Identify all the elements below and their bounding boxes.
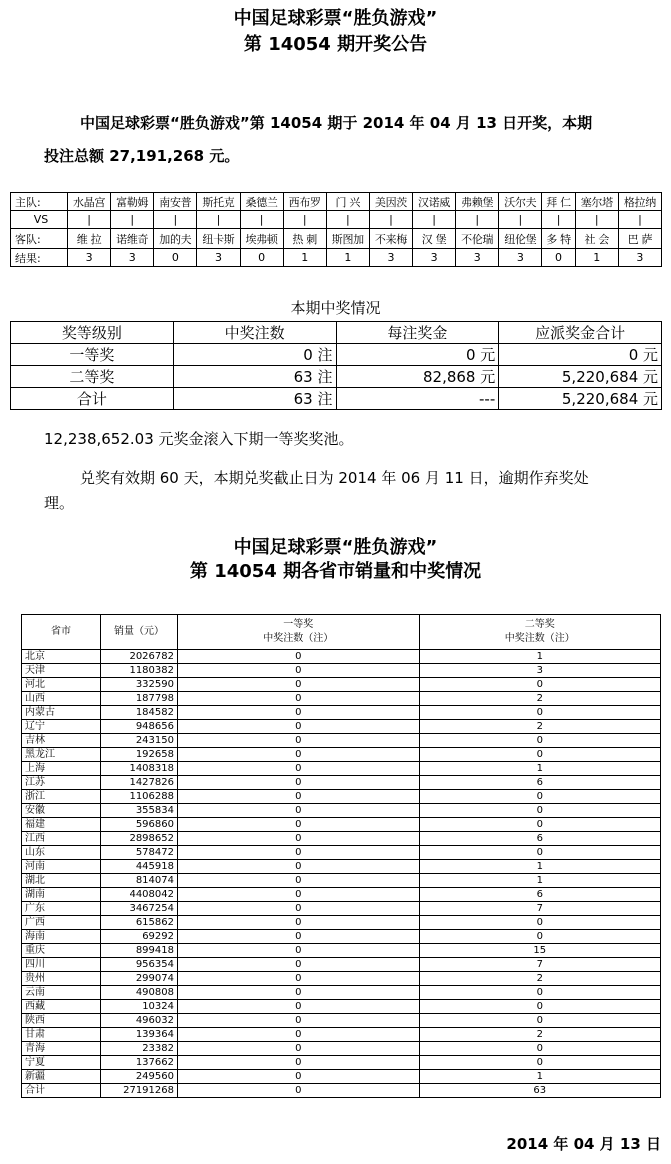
publish-date: 2014 年 04 月 13 日 (506, 1135, 661, 1153)
prov-sales: 578472 (101, 846, 178, 860)
table-row (22, 930, 661, 944)
match-result: 3 (68, 249, 111, 267)
prov-name: 四川 (22, 958, 101, 972)
prov-sales: 137662 (101, 1056, 178, 1070)
prov-name: 内蒙古 (22, 706, 101, 720)
prov-name: 黑龙江 (22, 748, 101, 762)
prov-sales: 3467254 (101, 902, 178, 916)
table-row (22, 846, 661, 860)
prov-second-count: 1 (419, 762, 661, 776)
vs-label: VS (11, 211, 68, 229)
prov-header-name: 省市 (22, 615, 101, 650)
prov-second-count: 6 (419, 888, 661, 902)
table-row (22, 888, 661, 902)
prov-name: 河南 (22, 860, 101, 874)
prov-second-count: 0 (419, 804, 661, 818)
prov-sales: 299074 (101, 972, 178, 986)
prov-first-count: 0 (178, 790, 420, 804)
prov-second-count: 0 (419, 846, 661, 860)
prov-sales: 249560 (101, 1070, 178, 1084)
table-row (22, 860, 661, 874)
prov-second-count: 1 (419, 874, 661, 888)
prov-name: 陕西 (22, 1014, 101, 1028)
match-vs-mark: | (499, 211, 542, 229)
prov-name: 西藏 (22, 1000, 101, 1014)
match-vs-mark: | (456, 211, 499, 229)
result-label: 结果: (11, 249, 68, 267)
match-home-team: 门 兴 (326, 193, 369, 211)
prov-second-count: 6 (419, 776, 661, 790)
prov-sales: 490808 (101, 986, 178, 1000)
prov-header-second (419, 615, 661, 650)
table-row (22, 1056, 661, 1070)
match-home-team: 斯托克 (197, 193, 240, 211)
table-row (22, 1070, 661, 1084)
table-row (22, 832, 661, 846)
table-row (22, 1000, 661, 1014)
prize-header-count: 中奖注数 (173, 322, 336, 344)
prov-sales: 10324 (101, 1000, 178, 1014)
match-home-team: 西布罗 (283, 193, 326, 211)
table-row (22, 678, 661, 692)
prize-section-title: 本期中奖情况 (290, 299, 381, 317)
prov-name: 江苏 (22, 776, 101, 790)
match-vs-mark: | (111, 211, 154, 229)
match-result: 3 (456, 249, 499, 267)
match-home-team: 格拉纳 (618, 193, 661, 211)
prov-first-count: 0 (178, 846, 420, 860)
prov-first-count: 0 (178, 1000, 420, 1014)
prov-first-count: 0 (178, 678, 420, 692)
prov-first-count: 0 (178, 748, 420, 762)
rollover-note: 12,238,652.03 元奖金滚入下期一等奖奖池。 (44, 430, 354, 448)
match-away-team: 不伦瑞 (456, 229, 499, 249)
prov-first-count: 0 (178, 1014, 420, 1028)
table-row (22, 1084, 661, 1098)
table-row (22, 902, 661, 916)
prov-header-sales: 销量（元） (101, 615, 178, 650)
prov-header-second-b: 中奖注数（注） (504, 633, 575, 644)
province-table (21, 614, 661, 1098)
prov-first-count: 0 (178, 832, 420, 846)
prov-second-count: 0 (419, 1000, 661, 1014)
validity-line-1: 兑奖有效期 60 天，本期兑奖截止日为 2014 年 06 月 11 日，逾期作弃奖处 (80, 469, 589, 487)
match-result: 3 (618, 249, 661, 267)
match-home-team: 塞尔塔 (575, 193, 618, 211)
match-home-team: 南安普 (154, 193, 197, 211)
prov-sales: 2026782 (101, 650, 178, 664)
match-away-team: 纽伦堡 (499, 229, 542, 249)
match-away-team: 维 拉 (68, 229, 111, 249)
match-result: 3 (197, 249, 240, 267)
table-row (22, 818, 661, 832)
table-row (22, 720, 661, 734)
match-result: 1 (283, 249, 326, 267)
match-away-team: 诺维奇 (111, 229, 154, 249)
match-vs-mark: | (542, 211, 575, 229)
prov-second-count: 3 (419, 664, 661, 678)
match-away-team: 社 会 (575, 229, 618, 249)
prize-each: --- (336, 388, 499, 410)
match-result: 0 (240, 249, 283, 267)
prov-second-count: 0 (419, 818, 661, 832)
prov-header-first-b: 中奖注数（注） (263, 633, 334, 644)
table-row (22, 692, 661, 706)
prov-name: 浙江 (22, 790, 101, 804)
table-row (22, 916, 661, 930)
match-home-team: 美因茨 (369, 193, 412, 211)
prov-second-count: 63 (419, 1084, 661, 1098)
match-home-team: 拜 仁 (542, 193, 575, 211)
prov-first-count: 0 (178, 1070, 420, 1084)
table-row (22, 972, 661, 986)
province-title: 中国足球彩票“胜负游戏” (233, 537, 438, 558)
match-away-team: 斯图加 (326, 229, 369, 249)
prov-first-count: 0 (178, 818, 420, 832)
match-home-team: 沃尔夫 (499, 193, 542, 211)
prov-name: 河北 (22, 678, 101, 692)
match-result: 3 (499, 249, 542, 267)
prize-each: 0 元 (336, 344, 499, 366)
match-vs-mark: | (68, 211, 111, 229)
prov-second-count: 0 (419, 1056, 661, 1070)
prov-name: 北京 (22, 650, 101, 664)
prov-name: 湖南 (22, 888, 101, 902)
match-vs-mark: | (575, 211, 618, 229)
match-away-team: 巴 萨 (618, 229, 661, 249)
prize-row-sum (11, 388, 662, 410)
match-result: 3 (413, 249, 456, 267)
match-home-team: 弗赖堡 (456, 193, 499, 211)
prize-level: 一等奖 (11, 344, 174, 366)
match-home-team: 桑德兰 (240, 193, 283, 211)
prov-sales: 332590 (101, 678, 178, 692)
prov-first-count: 0 (178, 902, 420, 916)
prov-sales: 596860 (101, 818, 178, 832)
prov-second-count: 0 (419, 706, 661, 720)
prov-sales: 355834 (101, 804, 178, 818)
prov-second-count: 1 (419, 860, 661, 874)
prov-sales: 1106288 (101, 790, 178, 804)
prize-total: 0 元 (499, 344, 662, 366)
prov-second-count: 0 (419, 986, 661, 1000)
prov-name: 天津 (22, 664, 101, 678)
match-away-team: 纽卡斯 (197, 229, 240, 249)
prov-first-count: 0 (178, 986, 420, 1000)
match-away-team: 热 刺 (283, 229, 326, 249)
prov-name: 广东 (22, 902, 101, 916)
prov-first-count: 0 (178, 720, 420, 734)
prov-second-count: 7 (419, 958, 661, 972)
prov-sales: 2898652 (101, 832, 178, 846)
prize-header-total: 应派奖金合计 (499, 322, 662, 344)
prov-name: 甘肃 (22, 1028, 101, 1042)
intro-line-1: 中国足球彩票“胜负游戏”第 14054 期于 2014 年 04 月 13 日开奖，本期 (80, 114, 593, 132)
prov-name: 湖北 (22, 874, 101, 888)
match-vs-mark: | (413, 211, 456, 229)
prize-count: 63 注 (173, 388, 336, 410)
prov-sales: 1408318 (101, 762, 178, 776)
prov-sales: 23382 (101, 1042, 178, 1056)
prov-second-count: 2 (419, 720, 661, 734)
province-subtitle: 第 14054 期各省市销量和中奖情况 (189, 561, 482, 582)
prov-sales: 899418 (101, 944, 178, 958)
prov-second-count: 2 (419, 1028, 661, 1042)
prov-first-count: 0 (178, 776, 420, 790)
prov-second-count: 7 (419, 902, 661, 916)
prov-second-count: 6 (419, 832, 661, 846)
table-row (22, 958, 661, 972)
prov-second-count: 0 (419, 790, 661, 804)
prov-name: 贵州 (22, 972, 101, 986)
prize-row-first (11, 344, 662, 366)
prov-first-count: 0 (178, 762, 420, 776)
prov-first-count: 0 (178, 664, 420, 678)
prov-name: 重庆 (22, 944, 101, 958)
prov-name: 青海 (22, 1042, 101, 1056)
prov-sales: 615862 (101, 916, 178, 930)
prov-name: 广西 (22, 916, 101, 930)
prov-name: 江西 (22, 832, 101, 846)
prov-sales: 4408042 (101, 888, 178, 902)
match-home-team: 汉诺威 (413, 193, 456, 211)
prize-each: 82,868 元 (336, 366, 499, 388)
prov-sales: 814074 (101, 874, 178, 888)
prov-first-count: 0 (178, 804, 420, 818)
prov-name: 辽宁 (22, 720, 101, 734)
prov-first-count: 0 (178, 860, 420, 874)
prize-header-each: 每注奖金 (336, 322, 499, 344)
prize-table (10, 321, 662, 410)
prov-first-count: 0 (178, 874, 420, 888)
prov-second-count: 1 (419, 1070, 661, 1084)
prov-sales: 445918 (101, 860, 178, 874)
table-row (22, 650, 661, 664)
prov-first-count: 0 (178, 1042, 420, 1056)
prov-first-count: 0 (178, 972, 420, 986)
prize-row-second (11, 366, 662, 388)
prov-second-count: 0 (419, 916, 661, 930)
prov-second-count: 2 (419, 972, 661, 986)
prov-sales: 1427826 (101, 776, 178, 790)
prov-sales: 1180382 (101, 664, 178, 678)
match-result: 0 (542, 249, 575, 267)
prov-name: 宁夏 (22, 1056, 101, 1070)
match-vs-mark: | (197, 211, 240, 229)
table-row (22, 790, 661, 804)
table-row (22, 748, 661, 762)
announcement-title: 中国足球彩票“胜负游戏” (233, 8, 438, 29)
prov-name: 山西 (22, 692, 101, 706)
prov-first-count: 0 (178, 916, 420, 930)
match-result: 1 (575, 249, 618, 267)
prov-second-count: 0 (419, 1042, 661, 1056)
table-row (22, 874, 661, 888)
table-row (22, 776, 661, 790)
match-result: 3 (111, 249, 154, 267)
prize-level: 二等奖 (11, 366, 174, 388)
match-vs-mark: | (618, 211, 661, 229)
match-away-team: 多 特 (542, 229, 575, 249)
table-row (22, 1042, 661, 1056)
prov-header-first-a: 一等奖 (283, 619, 314, 630)
prov-name: 安徽 (22, 804, 101, 818)
prov-second-count: 1 (419, 650, 661, 664)
match-away-team: 不来梅 (369, 229, 412, 249)
table-row (22, 1014, 661, 1028)
match-vs-mark: | (326, 211, 369, 229)
prov-first-count: 0 (178, 1056, 420, 1070)
table-row (22, 664, 661, 678)
prov-header-second-a: 二等奖 (524, 619, 555, 630)
match-away-team: 埃弗顿 (240, 229, 283, 249)
match-vs-mark: | (369, 211, 412, 229)
prov-second-count: 0 (419, 734, 661, 748)
match-vs-mark: | (154, 211, 197, 229)
prov-first-count: 0 (178, 944, 420, 958)
away-label: 客队: (11, 229, 68, 249)
prov-first-count: 0 (178, 958, 420, 972)
table-row (22, 1028, 661, 1042)
intro-line-2: 投注总额 27,191,268 元。 (44, 147, 240, 165)
table-row (22, 734, 661, 748)
prov-sales: 948656 (101, 720, 178, 734)
prov-second-count: 15 (419, 944, 661, 958)
match-away-team: 汉 堡 (413, 229, 456, 249)
prize-level: 合计 (11, 388, 174, 410)
prize-count: 63 注 (173, 366, 336, 388)
prov-name: 云南 (22, 986, 101, 1000)
prov-sales: 956354 (101, 958, 178, 972)
table-row (22, 804, 661, 818)
prize-total: 5,220,684 元 (499, 366, 662, 388)
prov-header-first (178, 615, 420, 650)
prov-second-count: 2 (419, 692, 661, 706)
prov-sales: 496032 (101, 1014, 178, 1028)
prov-sales: 69292 (101, 930, 178, 944)
match-result: 0 (154, 249, 197, 267)
table-row (22, 762, 661, 776)
prov-name: 合计 (22, 1084, 101, 1098)
prov-second-count: 0 (419, 748, 661, 762)
match-table (10, 192, 662, 267)
prov-sales: 187798 (101, 692, 178, 706)
prov-sales: 27191268 (101, 1084, 178, 1098)
prov-name: 福建 (22, 818, 101, 832)
prov-first-count: 0 (178, 650, 420, 664)
validity-line-2: 理。 (44, 494, 75, 512)
prov-second-count: 0 (419, 678, 661, 692)
table-row (22, 986, 661, 1000)
table-row (22, 706, 661, 720)
match-away-team: 加的夫 (154, 229, 197, 249)
prize-count: 0 注 (173, 344, 336, 366)
prov-first-count: 0 (178, 706, 420, 720)
prov-first-count: 0 (178, 734, 420, 748)
home-label: 主队: (11, 193, 68, 211)
prov-name: 海南 (22, 930, 101, 944)
match-result: 3 (369, 249, 412, 267)
prov-first-count: 0 (178, 692, 420, 706)
match-vs-mark: | (283, 211, 326, 229)
prov-name: 山东 (22, 846, 101, 860)
prov-first-count: 0 (178, 1084, 420, 1098)
prov-name: 新疆 (22, 1070, 101, 1084)
prov-sales: 139364 (101, 1028, 178, 1042)
prov-sales: 243150 (101, 734, 178, 748)
match-vs-mark: | (240, 211, 283, 229)
prize-total: 5,220,684 元 (499, 388, 662, 410)
prize-header-level: 奖等级别 (11, 322, 174, 344)
prov-sales: 184582 (101, 706, 178, 720)
match-home-team: 水晶宫 (68, 193, 111, 211)
prov-second-count: 0 (419, 1014, 661, 1028)
prov-sales: 192658 (101, 748, 178, 762)
announcement-subtitle: 第 14054 期开奖公告 (243, 34, 428, 55)
prov-name: 上海 (22, 762, 101, 776)
prov-second-count: 0 (419, 930, 661, 944)
table-row (22, 944, 661, 958)
prov-first-count: 0 (178, 930, 420, 944)
prov-first-count: 0 (178, 1028, 420, 1042)
match-result: 1 (326, 249, 369, 267)
prov-first-count: 0 (178, 888, 420, 902)
match-home-team: 富勒姆 (111, 193, 154, 211)
prov-name: 吉林 (22, 734, 101, 748)
